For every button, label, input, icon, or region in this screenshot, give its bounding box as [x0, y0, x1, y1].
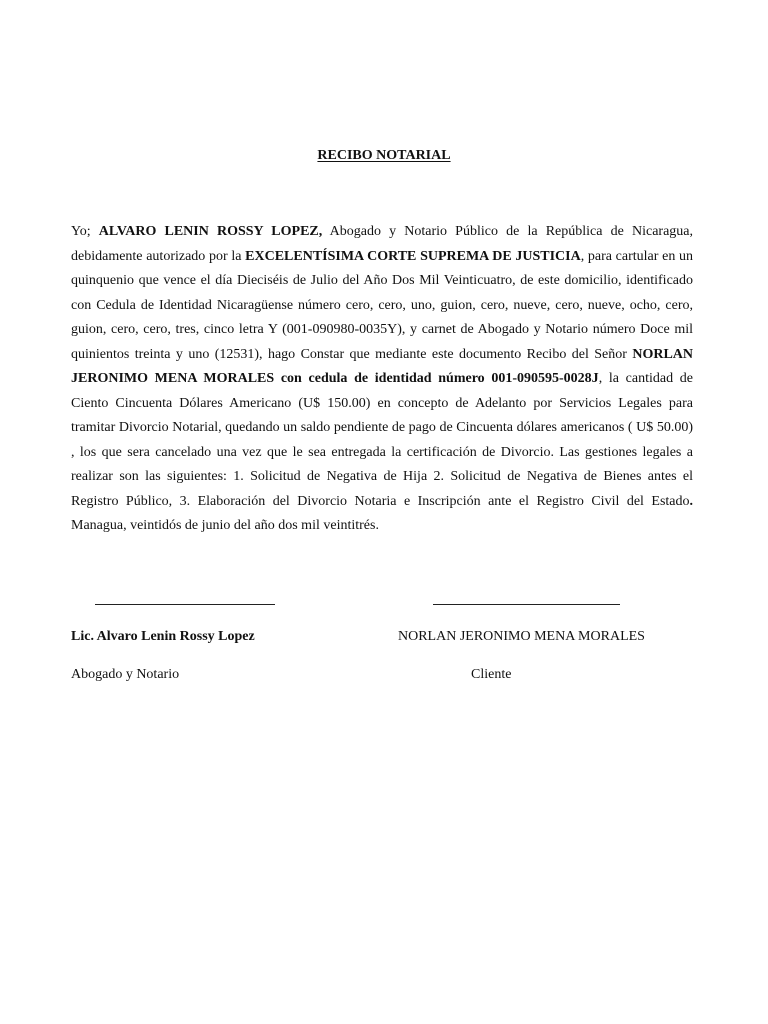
receipt-paragraph: [71, 220, 693, 539]
paragraph-segment: Abogado y Notario Público de la República de Nicaragua, debidamente autorizado por la: [71, 224, 693, 264]
client-name: NORLAN JERONIMO MENA MORALES: [398, 629, 645, 644]
lawyer-name: Lic. Alvaro Lenin Rossy Lopez: [71, 629, 255, 644]
paragraph-segment: , para cartular en un quinquenio que vence el día Dieciséis de Julio del Año Dos Mil Veinticuatro, de este domicilio, identificado con Cedula de Identidad Nicaragüense número cero, cero, uno, guion, cero, nueve, cero, nueve, ocho, cero, guion, cero, cero, tres, cinco letra Y (001-090980-0035Y), y carnet de Abogado y Notario número Doce mil quinientos treinta y uno (12531), hago Constar que mediante este documento Recibo del Señor: [71, 248, 694, 362]
paragraph-segment-bold: EXCELENTÍSIMA CORTE SUPREMA DE JUSTICIA: [245, 248, 581, 264]
paragraph-segment: , la cantidad de Ciento Cincuenta Dólares Americano (U$ 150.00) en concepto de Adelanto por Servicios Legales para tramitar Divorcio Notarial, quedando un saldo pendiente de pago de Cincuenta dólares americanos ( U$ 50.00) , los que sera cancelado una vez que le sea entregada la certificación de Divorcio. Las gestiones legales a realizar son las siguientes: 1. Solicitud de Negativa de Hija 2. Solicitud de Negativa de Bienes antes el Registro Público, 3. Elaboración del Divorcio Notaria e Inscripción ante el Registro Civil del Estado: [71, 371, 693, 509]
paragraph-segment-bold: .: [689, 493, 693, 509]
paragraph-segment-bold: NORLAN JERONIMO MENA MORALES con cedula de identidad número 001-090595-0028J: [71, 346, 693, 386]
paragraph-segment: Yo;: [71, 224, 99, 239]
client-role: Cliente: [471, 667, 512, 682]
paragraph-segment-bold: ALVARO LENIN ROSSY LOPEZ,: [98, 224, 323, 239]
paragraph-segment: Managua, veintidós de junio del año dos mil veintitrés.: [71, 518, 379, 533]
lawyer-role: Abogado y Notario: [71, 667, 180, 682]
signature-line-lawyer: [95, 604, 275, 605]
signature-line-client: [433, 604, 620, 605]
document-title: RECIBO NOTARIAL: [317, 148, 451, 163]
